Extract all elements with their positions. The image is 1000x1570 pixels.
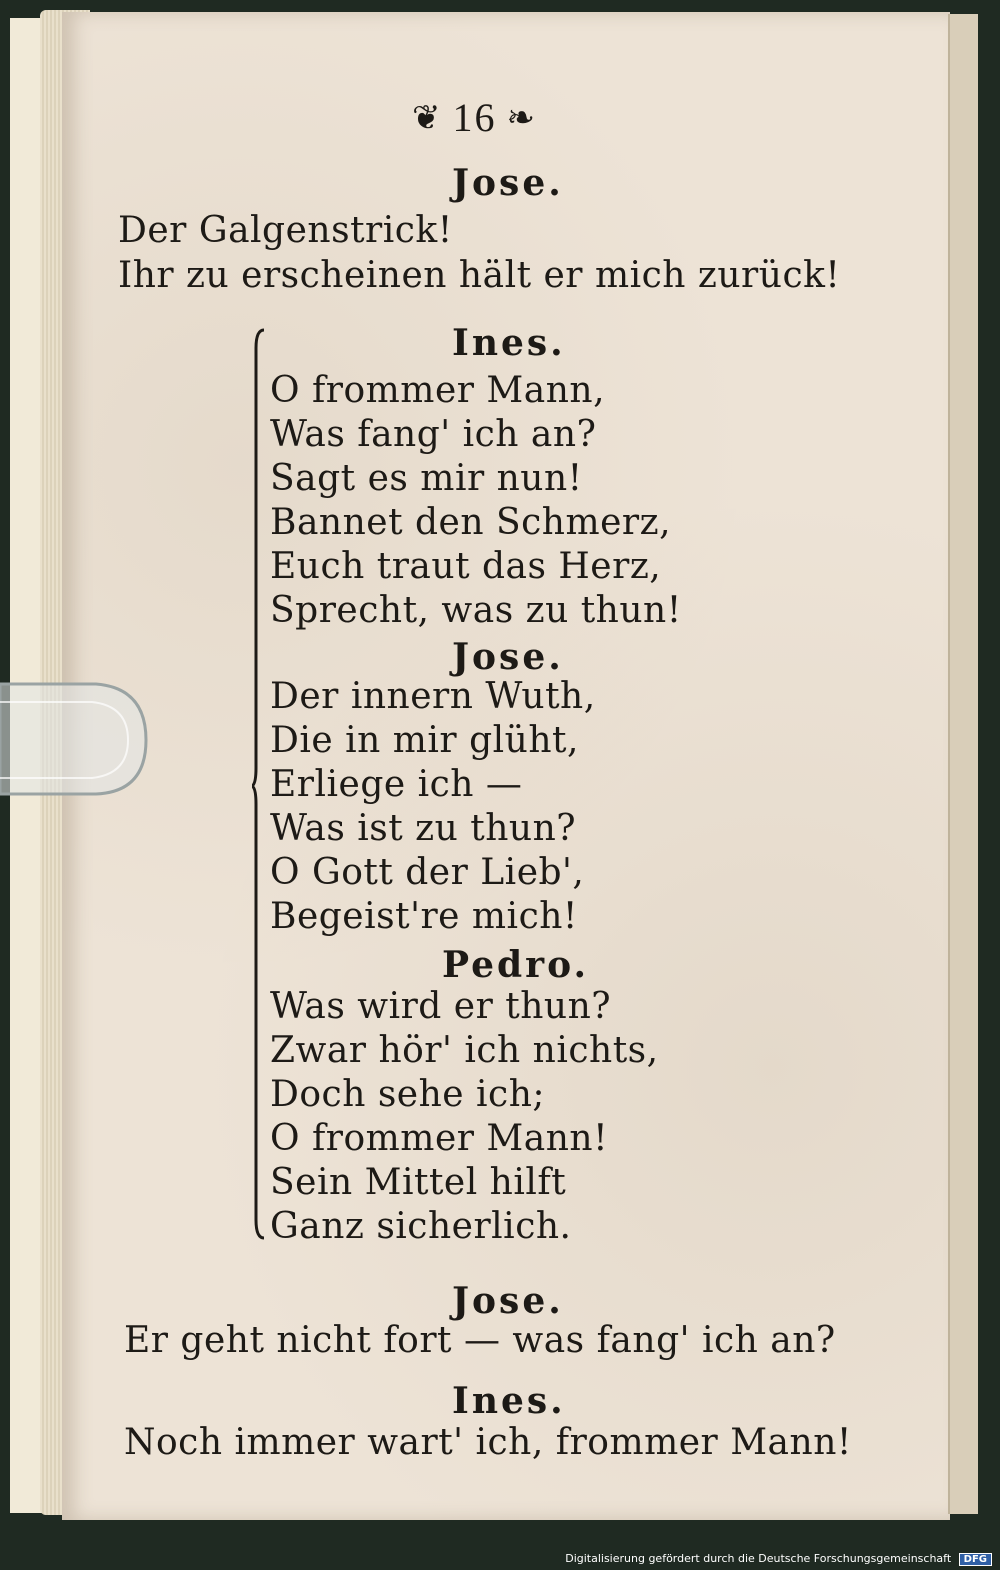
speaker-jose: Jose. bbox=[452, 1280, 564, 1322]
page-clip-icon bbox=[0, 680, 150, 798]
verse-line: Was ist zu thun? bbox=[270, 808, 577, 849]
verse-line: Sprecht, was zu thun! bbox=[270, 590, 682, 631]
verse-line: Doch sehe ich; bbox=[270, 1074, 546, 1115]
verse-line: Ganz sicherlich. bbox=[270, 1206, 572, 1247]
verse-line: Der innern Wuth, bbox=[270, 676, 596, 717]
digitization-credit bbox=[565, 1552, 992, 1566]
verse-line: Noch immer wart' ich, frommer Mann! bbox=[124, 1422, 852, 1463]
verse-line: Erliege ich — bbox=[270, 764, 523, 805]
verse-line: Was fang' ich an? bbox=[270, 414, 597, 455]
verse-line: Sein Mittel hilft bbox=[270, 1162, 567, 1203]
verse-line: O frommer Mann, bbox=[270, 370, 606, 411]
verse-line: O Gott der Lieb', bbox=[270, 852, 585, 893]
speaker-ines: Ines. bbox=[452, 1380, 566, 1422]
verse-line: Er geht nicht fort — was fang' ich an? bbox=[124, 1320, 836, 1361]
verse-line: Euch traut das Herz, bbox=[270, 546, 662, 587]
verse-line: Begeist're mich! bbox=[270, 896, 578, 937]
verse-line: Sagt es mir nun! bbox=[270, 458, 583, 499]
page-number: 16 bbox=[452, 95, 497, 140]
verse-line: Ihr zu erscheinen hält er mich zurück! bbox=[118, 255, 841, 296]
ornament-right-icon: ❧ bbox=[506, 97, 537, 138]
speaker-ines: Ines. bbox=[452, 322, 566, 364]
facing-page-edge bbox=[948, 14, 978, 1514]
verse-line: Zwar hör' ich nichts, bbox=[270, 1030, 659, 1071]
verse-line: Die in mir glüht, bbox=[270, 720, 579, 761]
verse-line: Was wird er thun? bbox=[270, 986, 612, 1027]
verse-line: Bannet den Schmerz, bbox=[270, 502, 672, 543]
speaker-pedro: Pedro. bbox=[442, 944, 590, 986]
verse-line: O frommer Mann! bbox=[270, 1118, 609, 1159]
credit-text: Digitalisierung gefördert durch die Deutsche Forschungsgemeinschaft bbox=[565, 1552, 952, 1565]
verse-line: Der Galgenstrick! bbox=[118, 210, 453, 251]
ornament-left-icon: ❦ bbox=[412, 97, 443, 138]
speaker-jose: Jose. bbox=[452, 162, 564, 204]
dfg-logo: DFG bbox=[959, 1553, 992, 1566]
brace-icon bbox=[252, 328, 266, 1240]
speaker-jose: Jose. bbox=[452, 636, 564, 678]
page-header bbox=[412, 92, 537, 141]
